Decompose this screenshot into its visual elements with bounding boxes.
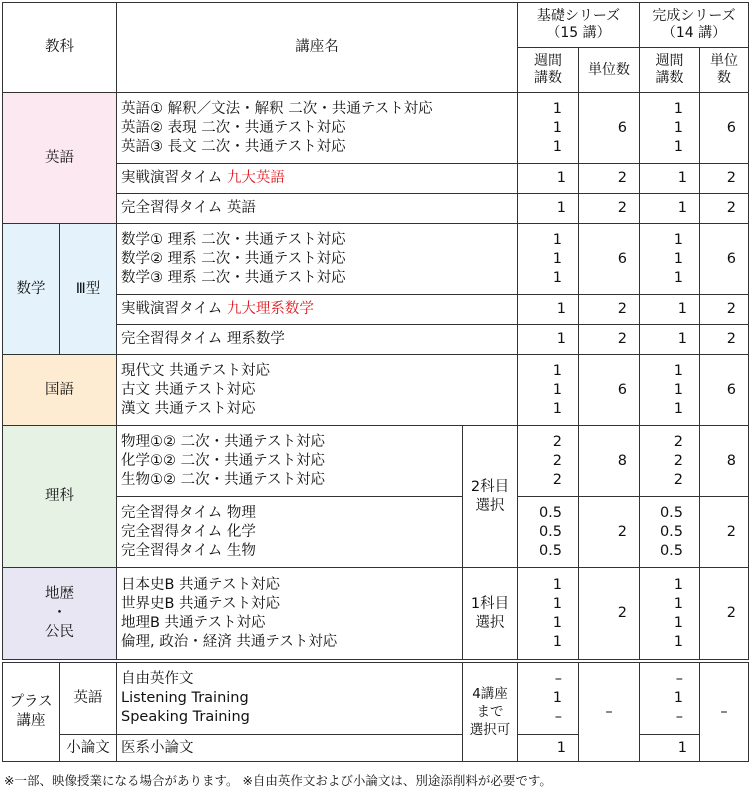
header-kansei-series [640,3,749,48]
weekly-value: 1 [552,633,562,650]
plus-essay-course: 医系小論文 [117,735,463,762]
plus-course-table [2,662,749,762]
weekly-value: 1 [673,576,683,593]
course-item: 物理①② 二次・共通テスト対応 [121,433,326,450]
english-kanzen-course: 完全習得タイム 英語 [117,194,518,224]
weekly-value: 2 [552,471,562,488]
weekly-value: 1 [673,269,683,286]
plus-selection-note [463,663,518,762]
science-kanzen-kansei-weekly [640,497,700,568]
course-item: 古文 共通テスト対応 [121,381,256,398]
weekly-value: 1 [640,295,700,325]
course-prefix: 実戦演習タイム [121,170,227,186]
social-kiso-units: 2 [579,568,640,660]
weekly-value: 1 [640,325,700,355]
japanese-kansei-weekly [640,355,700,426]
math-kansei-units: 6 [700,224,749,295]
kiso-series-title: 基礎シリーズ [536,8,621,24]
social-kansei-units: 2 [700,568,749,660]
science-kiso-weekly [518,426,579,497]
selection-label: 選択可 [469,722,511,738]
weekly-value: 1 [673,614,683,631]
units-value: 2 [700,295,749,325]
social-kiso-weekly [518,568,579,660]
japanese-kiso-units: 6 [579,355,640,426]
course-item: 数学② 理系 二次・共通テスト対応 [121,250,346,267]
math-jissen-course [117,295,518,325]
curriculum-table [2,2,749,660]
english-kansei-weekly [640,93,700,164]
selection-count: 2科目 [470,478,510,495]
weekly-value: 0.5 [538,523,562,540]
english-kansei-units: 6 [700,93,749,164]
course-item: 地理B 共通テスト対応 [121,614,266,631]
weekly-value: 1 [552,269,562,286]
course-item: 数学③ 理系 二次・共通テスト対応 [121,269,346,286]
weekly-value: – [554,709,562,725]
plus-label-top: プラス [9,694,53,710]
weekly-value: 2 [673,471,683,488]
selection-count: 1科目 [470,595,510,612]
plus-course-label [3,663,60,762]
weekly-value: 2 [673,452,683,469]
course-item: 倫理, 政治・経済 共通テスト対応 [121,633,338,650]
weekly-value: 1 [552,250,562,267]
weekly-value: 1 [552,231,562,248]
weekly-value: 1 [552,381,562,398]
kiso-series-count: （15 講） [546,25,611,41]
math-course-list [117,224,518,295]
course-item: 完全習得タイム 生物 [121,542,256,559]
plus-kiso-weekly [518,663,579,735]
course-item: 化学①② 二次・共通テスト対応 [121,452,326,469]
weekly-label-bottom: 講数 [534,70,562,86]
weekly-value: 0.5 [538,504,562,521]
units-value: 2 [700,325,749,355]
course-item: 生物①② 二次・共通テスト対応 [121,471,326,488]
selection-label: 選択 [475,614,505,631]
weekly-value: 1 [673,595,683,612]
weekly-value: 1 [673,231,683,248]
header-kiso-weekly [518,48,579,93]
course-prefix: 実戦演習タイム [121,301,227,317]
science-kansei-units: 8 [700,426,749,497]
weekly-value: 1 [518,735,579,762]
course-item: 英語① 解釈／文法・解釈 二次・共通テスト対応 [121,100,433,117]
course-item: 完全習得タイム 化学 [121,523,256,540]
selection-mid: まで [476,704,504,720]
weekly-value: – [675,671,683,687]
weekly-value: 1 [673,250,683,267]
course-item: Speaking Training [121,709,250,725]
weekly-value: 1 [552,614,562,631]
weekly-value: 0.5 [659,504,683,521]
units-value: 2 [579,194,640,224]
science-kansei-weekly [640,426,700,497]
course-item: 数学① 理系 二次・共通テスト対応 [121,231,346,248]
weekly-value: 1 [518,295,579,325]
weekly-value: 1 [673,362,683,379]
plus-english-label: 英語 [60,663,117,735]
weekly-label-top: 週間 [655,53,684,69]
science-kiso-units: 8 [579,426,640,497]
weekly-value: – [554,671,562,687]
selection-label: 選択 [475,497,505,514]
math-kanzen-course: 完全習得タイム 理系数学 [117,325,518,355]
weekly-value: 2 [552,452,562,469]
selection-count: 4講座 [472,686,508,702]
weekly-value: 1 [673,119,683,136]
plus-label-bottom: 講座 [16,713,46,729]
subject-label-dot: ・ [52,605,67,621]
japanese-kiso-weekly [518,355,579,426]
subject-label-top: 地歴 [45,586,74,602]
weekly-value: 1 [673,690,683,706]
weekly-value: 2 [673,433,683,450]
plus-english-courses [117,663,463,735]
weekly-value: 1 [640,194,700,224]
weekly-value: – [675,709,683,725]
japanese-course-list [117,355,518,426]
social-selection-note [463,568,518,660]
social-kansei-weekly [640,568,700,660]
course-item: 現代文 共通テスト対応 [121,362,271,379]
weekly-value: 1 [640,164,700,194]
weekly-value: 1 [518,164,579,194]
header-kiso-units: 単位数 [579,48,640,93]
weekly-label-top: 週間 [534,53,562,69]
header-course-name: 講座名 [117,3,518,93]
weekly-value: 0.5 [659,542,683,559]
course-item: 完全習得タイム 物理 [121,504,256,521]
weekly-value: 1 [552,100,562,117]
course-item: 世界史B 共通テスト対応 [121,595,280,612]
weekly-label-bottom: 講数 [655,70,684,86]
weekly-value: 1 [518,194,579,224]
header-kansei-weekly [640,48,700,93]
course-item: 英語③ 長文 二次・共通テスト対応 [121,138,346,155]
course-item: 日本史B 共通テスト対応 [121,576,280,593]
math-type: Ⅲ型 [60,224,117,355]
kansei-series-count: （14 講） [661,25,727,41]
subject-label-bottom: 公民 [45,624,74,640]
plus-essay-label: 小論文 [60,735,117,762]
weekly-value: 1 [673,138,683,155]
english-jissen-course [117,164,518,194]
japanese-kansei-units: 6 [700,355,749,426]
weekly-value: 1 [552,138,562,155]
math-kiso-weekly [518,224,579,295]
course-highlight: 九大英語 [226,170,285,186]
weekly-value: 1 [673,381,683,398]
weekly-value: 1 [552,362,562,379]
subject-japanese: 国語 [3,355,117,426]
weekly-value: 1 [552,400,562,417]
science-selection-note [463,426,518,568]
weekly-value: 1 [552,576,562,593]
units-value: 2 [579,164,640,194]
weekly-value: 1 [518,325,579,355]
social-course-list [117,568,463,660]
english-kiso-units: 6 [579,93,640,164]
kansei-series-title: 完成シリーズ [652,8,736,24]
units-value: 2 [579,295,640,325]
plus-kansei-units: – [700,663,749,762]
course-item: 自由英作文 [121,671,194,687]
subject-math: 数学 [3,224,60,355]
weekly-value: 0.5 [659,523,683,540]
weekly-value: 1 [673,633,683,650]
units-value: 2 [700,194,749,224]
subject-science: 理科 [3,426,117,568]
footnote: ※一部、映像授業になる場合があります。 ※自由英作文および小論文は、別途添削料が必要です。 [4,773,552,788]
math-kiso-units: 6 [579,224,640,295]
course-item: 漢文 共通テスト対応 [121,400,256,417]
subject-social [3,568,117,660]
course-highlight: 九大理系数学 [226,301,314,317]
science-kanzen-list [117,497,463,568]
weekly-value: 1 [552,595,562,612]
english-course-list [117,93,518,164]
weekly-value: 1 [552,690,562,706]
subject-english: 英語 [3,93,117,224]
math-kansei-weekly [640,224,700,295]
header-subject: 教科 [3,3,117,93]
english-kiso-weekly [518,93,579,164]
plus-kansei-weekly [640,663,700,735]
course-item: 英語② 表現 二次・共通テスト対応 [121,119,346,136]
weekly-value: 1 [552,119,562,136]
weekly-value: 1 [673,100,683,117]
units-value: 2 [579,325,640,355]
weekly-value: 2 [552,433,562,450]
plus-kiso-units: – [579,663,640,762]
units-value: 2 [700,164,749,194]
science-kanzen-kiso-weekly [518,497,579,568]
course-item: Listening Training [121,690,249,706]
weekly-value: 0.5 [538,542,562,559]
science-kanzen-kansei-units: 2 [700,497,749,568]
science-kanzen-kiso-units: 2 [579,497,640,568]
header-kansei-units: 単位数 [700,48,749,93]
header-kiso-series [518,3,640,48]
science-course-list [117,426,463,497]
weekly-value: 1 [640,735,700,762]
weekly-value: 1 [673,400,683,417]
